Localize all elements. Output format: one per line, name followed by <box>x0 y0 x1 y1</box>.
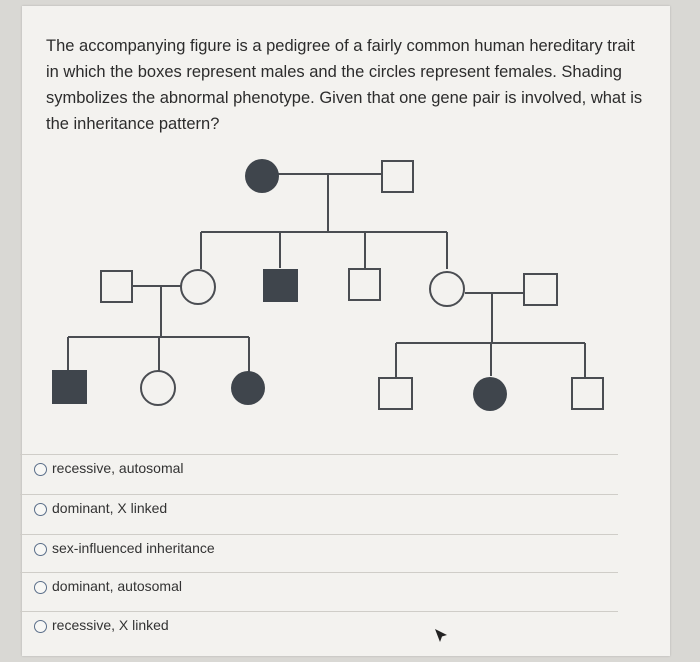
affected-male-gen3 <box>52 370 87 404</box>
unaffected-male-gen2 <box>349 269 380 300</box>
option-dominant-autosomal[interactable] <box>20 572 618 611</box>
mouse-pointer-icon <box>434 628 450 646</box>
pedigree-diagram <box>22 6 670 446</box>
affected-male-gen2 <box>263 269 298 302</box>
option-recessive-autosomal[interactable] <box>20 454 618 493</box>
unaffected-male-gen3-a <box>379 378 412 409</box>
option-label: dominant, autosomal <box>52 578 182 594</box>
unaffected-male-gen3-b <box>572 378 603 409</box>
radio-button[interactable] <box>34 543 47 556</box>
option-label: sex-influenced inheritance <box>52 540 215 556</box>
affected-female-gen3 <box>231 371 265 405</box>
unaffected-male-spouse-left <box>101 271 132 302</box>
unaffected-male-gen1 <box>382 161 413 192</box>
radio-button[interactable] <box>34 463 47 476</box>
option-dominant-x-linked[interactable] <box>20 494 618 533</box>
affected-female-gen1 <box>245 159 279 193</box>
option-recessive-x-linked[interactable] <box>20 611 618 650</box>
option-sex-influenced[interactable] <box>20 534 618 573</box>
unaffected-female-gen2 <box>181 270 215 304</box>
unaffected-female-gen3 <box>141 371 175 405</box>
radio-button[interactable] <box>34 503 47 516</box>
option-label: dominant, X linked <box>52 500 168 516</box>
option-label: recessive, X linked <box>52 617 169 633</box>
affected-female-gen3-right <box>473 377 507 411</box>
radio-button[interactable] <box>34 620 47 633</box>
unaffected-female-gen2-right <box>430 272 464 306</box>
radio-button[interactable] <box>34 581 47 594</box>
unaffected-male-spouse-right <box>524 274 557 305</box>
question-text: The accompanying figure is a pedigree of a fairly common human hereditary trait in which the boxes represent males and the circles represent females. Shading symbolizes the abnormal phenotype. Given that one gene pair is involved, what is the inheritance pattern? <box>46 37 643 133</box>
option-label: recessive, autosomal <box>52 460 184 476</box>
